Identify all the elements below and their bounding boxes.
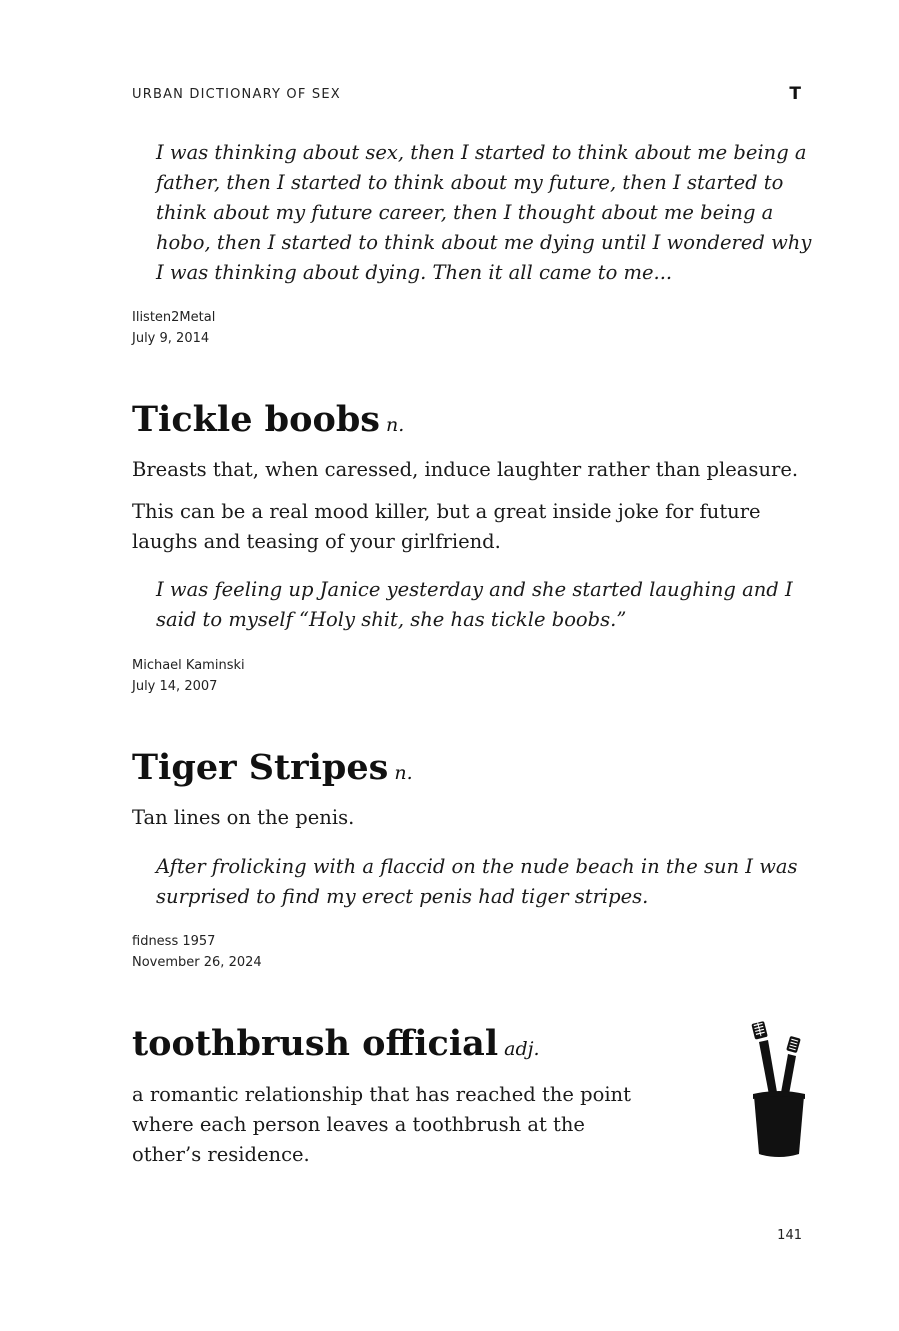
part-of-speech: n.: [386, 414, 405, 436]
entry-byline: [132, 655, 245, 697]
part-of-speech: adj.: [504, 1038, 540, 1060]
entry-headword: [132, 1022, 540, 1071]
entry-date: July 14, 2007: [132, 679, 218, 694]
entry-byline: [132, 307, 215, 349]
definition: Breasts that, when caressed, induce laughter rather than pleasure.: [132, 458, 799, 481]
usage-example: I was feeling up Janice yesterday and she started laughing and I said to myself “Holy shit, she has tickle boobs.”: [156, 578, 793, 631]
entry-date: July 9, 2014: [132, 331, 210, 346]
entry-headword: [132, 746, 413, 795]
usage-example: After frolicking with a flaccid on the nude beach in the sun I was surprised to find my erect penis had tiger stripes.: [156, 855, 798, 908]
toothbrush-cup-icon: [744, 1018, 814, 1163]
headword-text: toothbrush official: [132, 1023, 499, 1064]
usage-example: I was thinking about sex, then I started to think about me being a father, then I started to think about my future, then I started to think about my future career, then I thought about me being a hobo, then I started to think about me dying until I wondered why I was thinking about dying. Then it all came to me...: [156, 141, 812, 284]
definition: a romantic relationship that has reached the point where each person leaves a toothbrush at the other’s residence.: [132, 1083, 631, 1166]
author-name: Ilisten2Metal: [132, 310, 216, 325]
part-of-speech: n.: [394, 762, 413, 784]
entry-headword: [132, 398, 404, 447]
headword-text: Tickle boobs: [132, 399, 380, 440]
running-head: URBAN DICTIONARY OF SEX: [132, 87, 341, 102]
definition: This can be a real mood killer, but a great inside joke for future laughs and teasing of your girlfriend.: [132, 500, 761, 553]
entry-byline: [132, 931, 262, 973]
definition: Tan lines on the penis.: [132, 806, 355, 829]
section-letter: T: [789, 84, 801, 104]
author-name: Michael Kaminski: [132, 658, 245, 673]
headword-text: Tiger Stripes: [132, 747, 389, 788]
author-name: fidness 1957: [132, 934, 216, 949]
page-number: 141: [777, 1228, 802, 1243]
entry-date: November 26, 2024: [132, 955, 262, 970]
